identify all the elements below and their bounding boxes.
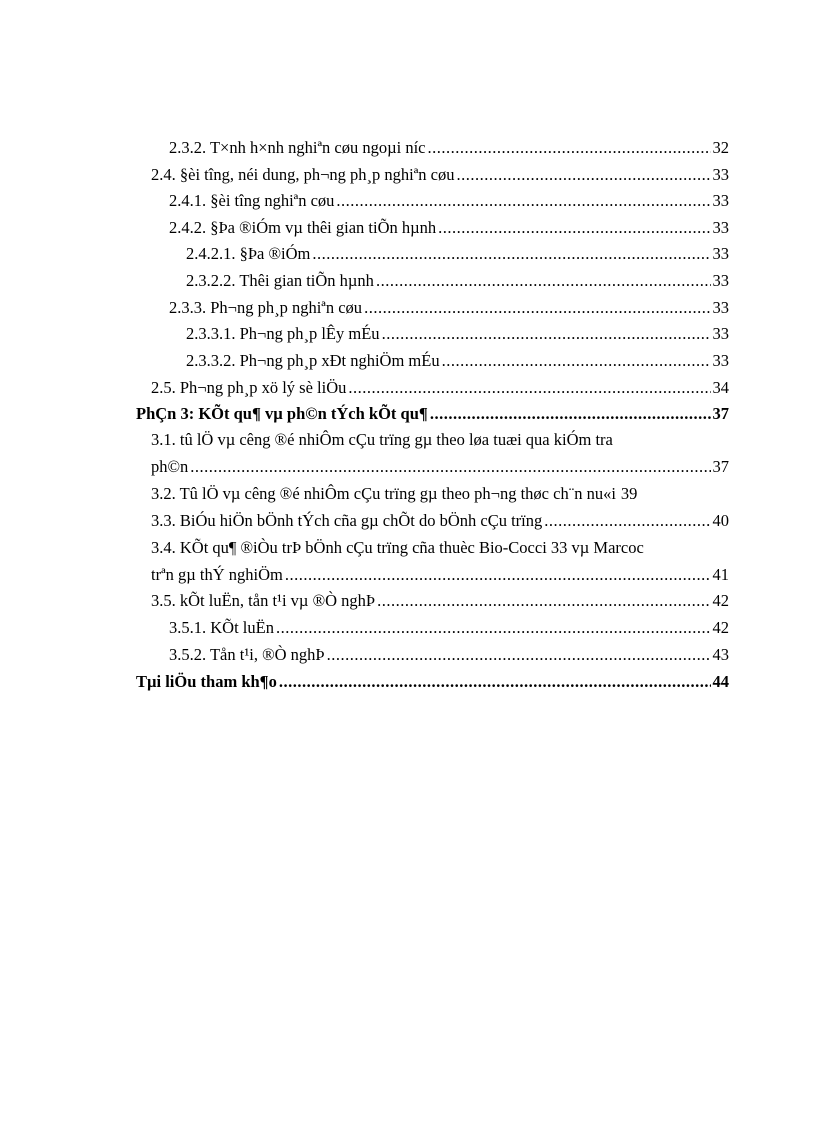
toc-leader-dots [364, 297, 710, 319]
toc-entry-label-line1: 3.1. tû lÖ vµ cêng ®é nhiÔm cÇu trïng gµ theo løa tuæi qua kiÓm tra [151, 430, 613, 449]
toc-entry [151, 590, 729, 612]
toc-entry-page: 33 [712, 244, 729, 263]
toc-leader-dots [544, 510, 710, 532]
toc-entry-label: 2.4.2.1. §Þa ®iÓm [186, 244, 311, 263]
toc-leader-dots [430, 403, 711, 425]
toc-entry-label: 2.4.1. §èi tîng nghiªn cøu [169, 191, 335, 210]
toc-entry-label: ph©n [151, 457, 189, 476]
toc-entry-label: 3.2. Tû lÖ vµ cêng ®é nhiÔm cÇu trïng gµ theo ph¬ng thøc ch¨n nu«i [151, 484, 616, 503]
toc-entry-page: 37 [712, 457, 729, 476]
toc-entry [169, 190, 729, 212]
toc-entry-label: 2.4. §èi tîng, néi dung, ph¬ng ph¸p nghiªn cøu [151, 165, 455, 184]
toc-entry-page: 42 [712, 591, 729, 610]
toc-entry [169, 217, 729, 239]
toc-entry-label: trªn gµ thÝ nghiÖm [151, 565, 283, 584]
toc-entry-page: 37 [712, 404, 729, 423]
toc-leader-dots [312, 243, 710, 265]
toc-entry-label: 2.4.2. §Þa ®iÓm vµ thêi gian tiÕn hµnh [169, 218, 437, 237]
toc-entry-label: 2.3.2.2. Thêi gian tiÕn hµnh [186, 271, 374, 290]
toc-entry-label: 2.3.3. Ph¬ng ph¸p nghiªn cøu [169, 298, 363, 317]
toc-leader-dots [438, 217, 710, 239]
toc-leader-dots [279, 671, 711, 693]
toc-leader-dots [427, 137, 710, 159]
toc-entry-page: 33 [712, 218, 729, 237]
toc-leader-dots [336, 190, 710, 212]
toc-entry-page: 43 [712, 645, 729, 664]
toc-leader-dots [190, 456, 710, 478]
toc-leader-dots [348, 377, 710, 399]
toc-leader-dots [376, 270, 711, 292]
toc-entry-page: 42 [712, 618, 729, 637]
toc-leader-dots [442, 350, 711, 372]
toc-entry [151, 564, 729, 586]
toc-entry [151, 510, 729, 532]
toc-entry [186, 323, 729, 345]
toc-chapter-entry [136, 671, 729, 693]
toc-entry-label: 2.3.2. T×nh h×nh nghiªn cøu ngoµi níc [169, 138, 426, 157]
toc-entry-page: 33 [712, 324, 729, 343]
toc-entry [151, 483, 729, 505]
toc-entry-page: 44 [712, 672, 729, 691]
toc-entry [151, 456, 729, 478]
toc-entry [169, 644, 729, 666]
toc-entry-page: 33 [712, 351, 729, 370]
toc-leader-dots [327, 644, 711, 666]
toc-entry-page: 39 [620, 484, 638, 503]
toc-entry [169, 297, 729, 319]
toc-entry-page: 41 [712, 565, 729, 584]
toc-entry-page: 33 [712, 298, 729, 317]
toc-entry-label: 3.5. kÕt luËn, tån t¹i vµ ®Ò nghÞ [151, 591, 376, 610]
toc-leader-dots [285, 564, 711, 586]
toc-entry-label: 3.3. BiÓu hiÖn bÖnh tÝch cña gµ chÕt do bÖnh cÇu trïng [151, 511, 543, 530]
toc-entry [151, 377, 729, 399]
toc-leader-dots [382, 323, 711, 345]
toc-entry-page: 40 [712, 511, 729, 530]
toc-entry-page: 32 [712, 138, 729, 157]
toc-entry-label: 2.5. Ph¬ng ph¸p xö lý sè liÖu [151, 378, 347, 397]
toc-entry-label: 3.5.1. KÕt luËn [169, 618, 274, 637]
toc-entry [186, 350, 729, 372]
toc-entry-label: 2.3.3.1. Ph¬ng ph¸p lÊy mÉu [186, 324, 380, 343]
toc-leader-dots [377, 590, 710, 612]
toc-entry-label-line1: 3.4. KÕt qu¶ ®iÒu trÞ bÖnh cÇu trïng cña thuèc Bio-Cocci 33 vµ Marcoc [151, 538, 644, 557]
toc-entry-page: 33 [712, 191, 729, 210]
toc-entry-label: 2.3.3.2. Ph¬ng ph¸p xÐt nghiÖm mÉu [186, 351, 440, 370]
toc-entry [169, 137, 729, 159]
toc-chapter-entry [136, 403, 729, 425]
toc-entry-page: 34 [712, 378, 729, 397]
toc-leader-dots [457, 164, 711, 186]
toc-entry [186, 270, 729, 292]
toc-entry-page: 33 [712, 165, 729, 184]
toc-entry-label: Tµi liÖu tham kh¶o [136, 672, 277, 691]
toc-entry [169, 617, 729, 639]
toc-entry-label: 3.5.2. Tån t¹i, ®Ò nghÞ [169, 645, 325, 664]
toc-entry [151, 164, 729, 186]
toc-leader-dots [276, 617, 711, 639]
toc-entry-page: 33 [712, 271, 729, 290]
toc-entry-label: PhÇn 3: KÕt qu¶ vµ ph©n tÝch kÕt qu¶ [136, 404, 428, 423]
toc-entry [186, 243, 729, 265]
